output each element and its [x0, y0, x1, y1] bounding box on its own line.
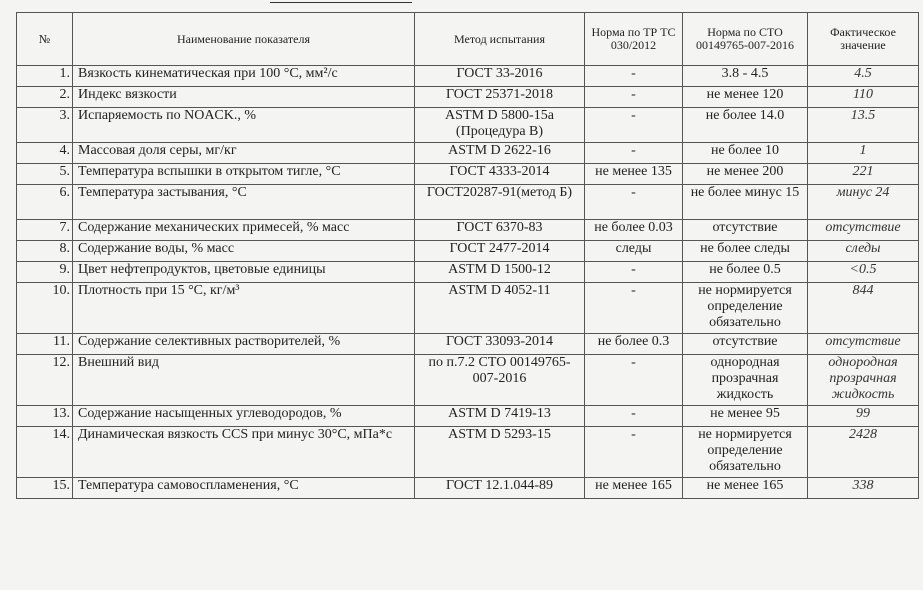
- parameter-name: Динамическая вязкость CCS при минус 30°С, мПа*с: [73, 427, 415, 478]
- actual-value: 221: [808, 164, 919, 185]
- row-number: 7.: [17, 220, 73, 241]
- header-method: Метод испытания: [415, 13, 585, 66]
- norm-tr: -: [585, 143, 683, 164]
- norm-tr: -: [585, 262, 683, 283]
- table-row: [17, 427, 919, 478]
- norm-sto: не более следы: [683, 241, 808, 262]
- parameter-name: Вязкость кинематическая при 100 °С, мм²/с: [73, 66, 415, 87]
- test-method: ASTM D 1500-12: [415, 262, 585, 283]
- table-row: [17, 108, 919, 143]
- test-method: ASTM D 4052-11: [415, 283, 585, 334]
- table-header-row: [17, 13, 919, 66]
- parameter-name: Температура самовоспламенения, °С: [73, 478, 415, 499]
- parameter-name: Внешний вид: [73, 355, 415, 406]
- norm-sto: 3.8 - 4.5: [683, 66, 808, 87]
- norm-sto: не более 10: [683, 143, 808, 164]
- actual-value: однородная прозрачная жидкость: [808, 355, 919, 406]
- row-number: 4.: [17, 143, 73, 164]
- test-method: ГОСТ20287-91(метод Б): [415, 185, 585, 220]
- actual-value: 99: [808, 406, 919, 427]
- norm-tr: -: [585, 87, 683, 108]
- norm-sto: не более минус 15: [683, 185, 808, 220]
- norm-tr: не менее 135: [585, 164, 683, 185]
- row-number: 13.: [17, 406, 73, 427]
- parameter-name: Содержание селективных растворителей, %: [73, 334, 415, 355]
- norm-tr: -: [585, 185, 683, 220]
- table-row: [17, 220, 919, 241]
- row-number: 1.: [17, 66, 73, 87]
- actual-value: 110: [808, 87, 919, 108]
- test-method: ГОСТ 25371-2018: [415, 87, 585, 108]
- actual-value: 1: [808, 143, 919, 164]
- table-row: [17, 283, 919, 334]
- norm-tr: следы: [585, 241, 683, 262]
- test-method: ГОСТ 33-2016: [415, 66, 585, 87]
- row-number: 14.: [17, 427, 73, 478]
- table-row: [17, 406, 919, 427]
- test-method: ASTM D 5293-15: [415, 427, 585, 478]
- parameter-name: Температура вспышки в открытом тигле, °С: [73, 164, 415, 185]
- table-row: [17, 334, 919, 355]
- norm-tr: -: [585, 108, 683, 143]
- test-method: ASTM D 7419-13: [415, 406, 585, 427]
- parameter-name: Температура застывания, °С: [73, 185, 415, 220]
- test-method: ГОСТ 12.1.044-89: [415, 478, 585, 499]
- norm-tr: -: [585, 355, 683, 406]
- parameter-name: Содержание механических примесей, % масс: [73, 220, 415, 241]
- test-method: ГОСТ 4333-2014: [415, 164, 585, 185]
- table-row: [17, 87, 919, 108]
- norm-tr: не более 0.03: [585, 220, 683, 241]
- table-row: [17, 66, 919, 87]
- row-number: 15.: [17, 478, 73, 499]
- actual-value: следы: [808, 241, 919, 262]
- norm-tr: -: [585, 66, 683, 87]
- header-actual: Фактическое значение: [808, 13, 919, 66]
- parameter-name: Индекс вязкости: [73, 87, 415, 108]
- header-name: Наименование показателя: [73, 13, 415, 66]
- test-method: по п.7.2 СТО 00149765-007-2016: [415, 355, 585, 406]
- row-number: 11.: [17, 334, 73, 355]
- actual-value: отсутствие: [808, 220, 919, 241]
- parameter-name: Содержание насыщенных углеводородов, %: [73, 406, 415, 427]
- norm-sto: не менее 165: [683, 478, 808, 499]
- norm-sto: не более 0.5: [683, 262, 808, 283]
- norm-sto: отсутствие: [683, 220, 808, 241]
- header-num: №: [17, 13, 73, 66]
- specification-table: [16, 12, 919, 499]
- actual-value: 2428: [808, 427, 919, 478]
- norm-tr: не менее 165: [585, 478, 683, 499]
- norm-tr: -: [585, 283, 683, 334]
- norm-sto: не менее 95: [683, 406, 808, 427]
- parameter-name: Плотность при 15 °С, кг/м³: [73, 283, 415, 334]
- actual-value: минус 24: [808, 185, 919, 220]
- norm-sto: не менее 200: [683, 164, 808, 185]
- norm-sto: однородная прозрачная жидкость: [683, 355, 808, 406]
- norm-sto: не нормируется определение обязательно: [683, 427, 808, 478]
- header-norm-tr: Норма по ТР ТС 030/2012: [585, 13, 683, 66]
- norm-sto: не менее 120: [683, 87, 808, 108]
- table-row: [17, 143, 919, 164]
- parameter-name: Цвет нефтепродуктов, цветовые единицы: [73, 262, 415, 283]
- actual-value: 338: [808, 478, 919, 499]
- row-number: 3.: [17, 108, 73, 143]
- actual-value: 13.5: [808, 108, 919, 143]
- parameter-name: Испаряемость по NOACK., %: [73, 108, 415, 143]
- row-number: 2.: [17, 87, 73, 108]
- norm-sto: не нормируется определение обязательно: [683, 283, 808, 334]
- table-row: [17, 241, 919, 262]
- norm-tr: -: [585, 406, 683, 427]
- header-norm-sto: Норма по СТО 00149765-007-2016: [683, 13, 808, 66]
- row-number: 9.: [17, 262, 73, 283]
- test-method: ASTM D 2622-16: [415, 143, 585, 164]
- parameter-name: Массовая доля серы, мг/кг: [73, 143, 415, 164]
- row-number: 8.: [17, 241, 73, 262]
- row-number: 12.: [17, 355, 73, 406]
- table-row: [17, 478, 919, 499]
- norm-tr: -: [585, 427, 683, 478]
- norm-sto: отсутствие: [683, 334, 808, 355]
- test-method: ГОСТ 33093-2014: [415, 334, 585, 355]
- parameter-name: Содержание воды, % масс: [73, 241, 415, 262]
- norm-tr: не более 0.3: [585, 334, 683, 355]
- test-method: ASTM D 5800-15a (Процедура В): [415, 108, 585, 143]
- top-rule: [270, 2, 412, 3]
- table-row: [17, 185, 919, 220]
- actual-value: 4.5: [808, 66, 919, 87]
- test-method: ГОСТ 6370-83: [415, 220, 585, 241]
- row-number: 6.: [17, 185, 73, 220]
- table-row: [17, 262, 919, 283]
- actual-value: <0.5: [808, 262, 919, 283]
- row-number: 10.: [17, 283, 73, 334]
- test-method: ГОСТ 2477-2014: [415, 241, 585, 262]
- table-row: [17, 164, 919, 185]
- row-number: 5.: [17, 164, 73, 185]
- table-row: [17, 355, 919, 406]
- norm-sto: не более 14.0: [683, 108, 808, 143]
- actual-value: отсутствие: [808, 334, 919, 355]
- actual-value: 844: [808, 283, 919, 334]
